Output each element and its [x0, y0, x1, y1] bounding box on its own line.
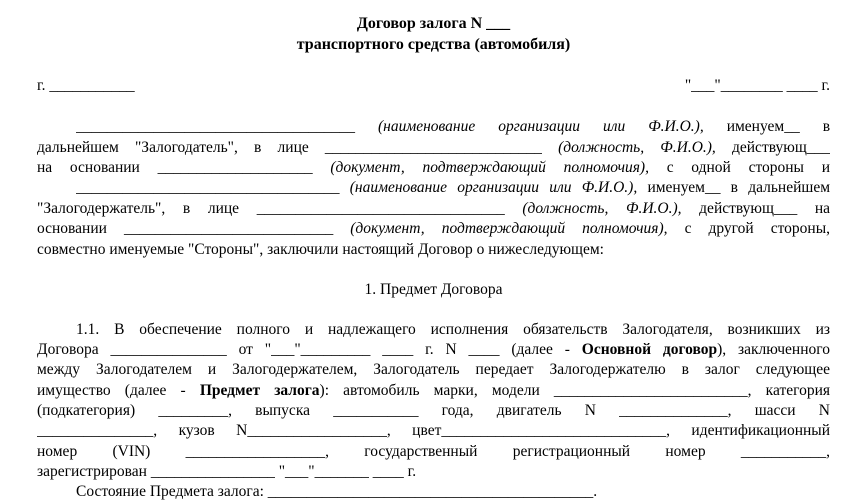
party1-side-text: с одной стороны и	[666, 159, 830, 176]
preamble-line-7: совместно именуемые "Стороны", заключили настоящий Договор о нижеследующем:	[37, 241, 604, 258]
clause-line-7: номер (VIN) __________________, государственный регистрационный номер ___________,	[37, 443, 830, 460]
clause-line-5: (подкатегория) _________, выпуска ___________ года, двигатель N ______________, шасси N	[37, 402, 830, 419]
document-subtitle: транспортного средства (автомобиля)	[296, 36, 571, 53]
party1-acting-text: действующ___	[732, 139, 830, 156]
party1-position-hint: (должность, Ф.И.О.),	[558, 139, 716, 156]
main-contract-ref: Договора _______________ от "___"_________ ____ г. N ____ (далее -	[37, 341, 570, 358]
preamble-line-2	[37, 138, 830, 158]
document-title: Договор залога N ___	[356, 15, 511, 32]
preamble-line-5	[37, 199, 830, 219]
preamble-line-6	[37, 219, 830, 239]
preamble-line-1	[76, 117, 830, 137]
party2-role-text: "Залогодержатель", в лице ________________________________	[37, 200, 505, 217]
city-field: г. ___________	[37, 77, 135, 94]
preamble-line-3	[37, 158, 830, 178]
vehicle-make-model: ): автомобиль марки, модели _________________________, категория	[319, 382, 830, 399]
party2-side-text: с другой стороны,	[684, 220, 830, 237]
clause-line-6: _______________, кузов N__________________, цвет_____________________________, идентификационный	[37, 422, 830, 439]
party1-name-blank: ____________________________________	[76, 118, 355, 135]
clause-line-2-tail: ), заключенного	[717, 341, 830, 358]
property-intro: имущество (далее -	[37, 382, 186, 399]
party2-basis-text: основании ___________________________	[37, 220, 334, 237]
clause-line-1: 1.1. В обеспечение полного и надлежащего исполнения обязательств Залогодателя, возникших из	[76, 321, 830, 338]
party1-document-hint: (документ, подтверждающий полномочия),	[330, 159, 649, 176]
party2-acting-text: действующ___ на	[699, 200, 830, 217]
party2-name-blank: __________________________________	[76, 179, 340, 196]
preamble-line-4	[76, 178, 830, 198]
clause-line-2	[37, 340, 830, 360]
party1-name-hint: (наименование организации или Ф.И.О.),	[377, 118, 704, 135]
pledge-subject-term: Предмет залога	[199, 382, 320, 399]
party2-document-hint: (документ, подтверждающий полномочия),	[350, 220, 668, 237]
clause-line-4	[37, 381, 830, 401]
place-date-row	[37, 76, 830, 96]
main-contract-term: Основной договор	[581, 341, 718, 358]
party1-tail: именуем__ в	[726, 118, 830, 135]
clause-line-3: между Залогодателем и Залогодержателем, Залогодатель передает Залогодержателю в залог следующее	[37, 361, 830, 378]
clause-line-9: Состояние Предмета залога: __________________________________________.	[76, 483, 598, 500]
party2-position-hint: (должность, Ф.И.О.),	[522, 200, 682, 217]
party2-name-hint: (наименование организации или Ф.И.О.),	[349, 179, 638, 196]
party1-role-text: дальнейшем "Залогодатель", в лице ____________________________	[37, 139, 542, 156]
party1-basis-text: на основании ____________________	[37, 159, 313, 176]
date-field: "___"________ ____ г.	[684, 77, 830, 94]
clause-line-8: зарегистрирован ________________ "___"_______ ____ г.	[37, 463, 417, 480]
party2-tail: именуем__ в дальнейшем	[647, 179, 830, 196]
section-heading: 1. Предмет Договора	[364, 281, 503, 298]
